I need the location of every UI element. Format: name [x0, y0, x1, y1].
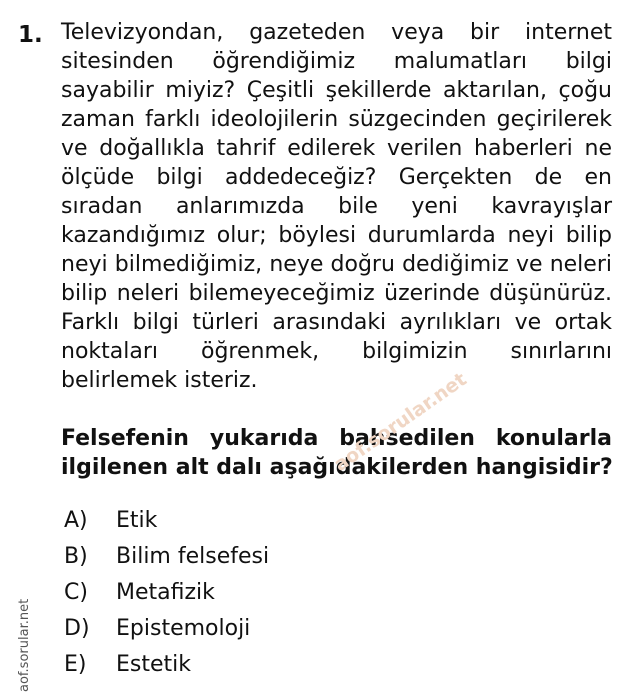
option-d[interactable]	[64, 611, 269, 647]
passage-line: kazandığımız olur; böylesi durumlarda neyi bilip	[61, 223, 612, 248]
side-watermark: aof.sorular.net	[17, 598, 32, 692]
passage-line: noktaları öğrenmek, bilgimizin sınırlarını	[61, 339, 612, 364]
option-letter: D)	[64, 616, 90, 641]
passage-line: sitesinden öğrendiğimiz malumatları bilgi	[61, 49, 612, 74]
watermark: aof.sorular.net	[330, 368, 471, 477]
passage-line: sayabilir miyiz? Çeşitli şekillerde aktarılan, çoğu	[61, 78, 612, 103]
option-text: Epistemoloji	[116, 616, 251, 641]
passage-line: neyi bilmediğimiz, neye doğru dediğimiz ve neleri	[61, 252, 612, 277]
option-letter: B)	[64, 544, 88, 569]
option-letter: E)	[64, 652, 87, 677]
option-text: Metafizik	[116, 580, 215, 605]
question-number: 1.	[18, 22, 43, 48]
option-b[interactable]	[64, 539, 269, 575]
option-a[interactable]	[64, 503, 269, 539]
option-e[interactable]	[64, 647, 269, 683]
passage-line: sıradan anlarımızda bile yeni kavrayışlar	[61, 194, 612, 219]
passage-line: belirlemek isteriz.	[61, 368, 258, 393]
answer-options	[64, 503, 269, 683]
option-letter: A)	[64, 508, 88, 533]
option-text: Estetik	[116, 652, 192, 677]
passage-line: zaman farklı ideolojilerin süzgecinden geçirilerek	[61, 107, 612, 132]
option-c[interactable]	[64, 575, 269, 611]
passage-line: Farklı bilgi türleri arasındaki ayrılıkları ve ortak	[61, 310, 612, 335]
question-passage	[61, 18, 612, 395]
prompt-line: Felsefenin yukarıda bahsedilen konularla	[61, 426, 612, 451]
option-text: Bilim felsefesi	[116, 544, 270, 569]
passage-line: Televizyondan, gazeteden veya bir internet	[61, 20, 612, 45]
passage-line: bilip neleri bilemeyeceğimiz üzerinde düşünürüz.	[61, 281, 612, 306]
option-text: Etik	[116, 508, 158, 533]
passage-line: ve doğallıkla tahrif edilerek verilen haberleri ne	[61, 136, 612, 161]
passage-line: ölçüde bilgi addedeceğiz? Gerçekten de en	[61, 165, 612, 190]
option-letter: C)	[64, 580, 88, 605]
prompt-line: ilgilenen alt dalı aşağıdakilerden hangisidir?	[61, 455, 613, 480]
